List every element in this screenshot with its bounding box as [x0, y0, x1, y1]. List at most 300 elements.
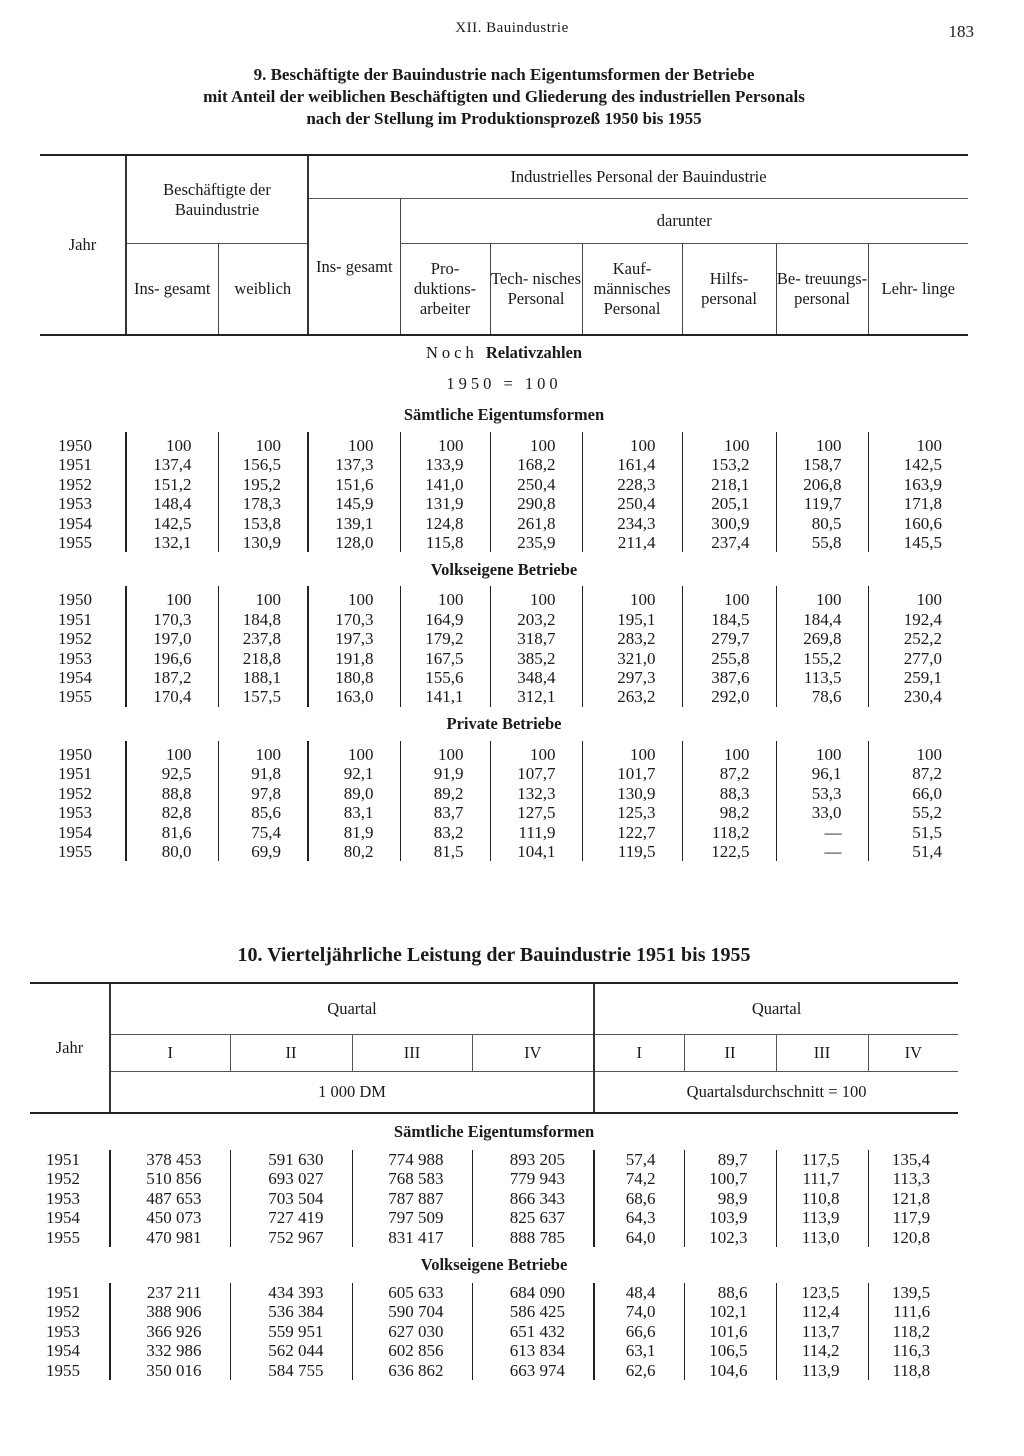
table-row [40, 764, 968, 783]
col-group-quartal-absolute: Quartal [110, 983, 594, 1035]
value-cell: 100 [218, 586, 308, 609]
value-cell: 128,0 [308, 533, 400, 552]
value-cell: 153,2 [682, 455, 776, 474]
value-cell: 118,2 [868, 1322, 958, 1341]
value-cell: 300,9 [682, 514, 776, 533]
table9-title-line: 9. Beschäftigte der Bauindustrie nach Eigentumsformen der Betriebe [253, 65, 755, 84]
year-cell: 1955 [58, 687, 92, 707]
table9-title-line: nach der Stellung im Produktionsprozeß 1950 bis 1955 [306, 109, 702, 128]
value-cell: 332 986 [110, 1341, 230, 1360]
running-title: XII. Bauindustrie [455, 20, 569, 36]
table10-title: 10. Vierteljährliche Leistung der Bauindustrie 1951 bis 1955 [237, 944, 751, 966]
value-cell: 118,8 [868, 1361, 958, 1380]
value-cell: 74,0 [594, 1302, 684, 1321]
value-cell: 75,4 [218, 823, 308, 842]
value-cell: 81,9 [308, 823, 400, 842]
value-cell: 131,9 [400, 494, 490, 513]
value-cell: 536 384 [230, 1302, 352, 1321]
value-cell: 132,3 [490, 784, 582, 803]
table-row [40, 610, 968, 629]
value-cell: 124,8 [400, 514, 490, 533]
year-cell: 1954 [58, 822, 92, 842]
value-cell: 636 862 [352, 1361, 472, 1380]
value-cell: 196,6 [126, 649, 218, 668]
value-cell: 250,4 [582, 494, 682, 513]
value-cell: 48,4 [594, 1283, 684, 1302]
col-hilfspersonal: Hilfs- personal [682, 244, 776, 336]
value-cell: 100 [400, 432, 490, 455]
section-label: Sämtliche Eigentumsformen [403, 405, 605, 425]
value-cell: 170,3 [126, 610, 218, 629]
value-cell: 234,3 [582, 514, 682, 533]
table9-subtitle [40, 335, 968, 370]
col-jahr: Jahr [30, 983, 110, 1113]
value-cell: 263,2 [582, 687, 682, 706]
value-cell: 171,8 [868, 494, 968, 513]
value-cell: 137,3 [308, 455, 400, 474]
value-cell: 100 [400, 741, 490, 764]
year-cell: 1953 [58, 803, 92, 823]
value-cell: 348,4 [490, 668, 582, 687]
value-cell: 115,8 [400, 533, 490, 552]
value-cell: 87,2 [868, 764, 968, 783]
value-cell: 205,1 [682, 494, 776, 513]
value-cell: 66,6 [594, 1322, 684, 1341]
value-cell: 170,3 [308, 610, 400, 629]
value-cell: 110,8 [776, 1189, 868, 1208]
value-cell: 148,4 [126, 494, 218, 513]
value-cell: 163,0 [308, 687, 400, 706]
col-ip-insgesamt: Ins- gesamt [308, 199, 400, 336]
value-cell: 602 856 [352, 1341, 472, 1360]
value-cell: 100 [682, 741, 776, 764]
value-cell: 100 [582, 741, 682, 764]
value-cell: 111,6 [868, 1302, 958, 1321]
year-cell: 1951 [46, 1283, 80, 1303]
value-cell: 195,1 [582, 610, 682, 629]
value-cell: 88,6 [684, 1283, 776, 1302]
value-cell: 167,5 [400, 649, 490, 668]
value-cell: 218,8 [218, 649, 308, 668]
value-cell: 434 393 [230, 1283, 352, 1302]
value-cell: 100 [682, 586, 776, 609]
value-cell: 774 988 [352, 1150, 472, 1169]
table-row [40, 533, 968, 552]
value-cell: 101,7 [582, 764, 682, 783]
table-row [30, 1189, 958, 1208]
value-cell: 100 [490, 432, 582, 455]
value-cell: 63,1 [594, 1341, 684, 1360]
year-cell: 1954 [46, 1208, 80, 1228]
value-cell: 684 090 [472, 1283, 594, 1302]
col-betreuungspersonal: Be- treuungs- personal [776, 244, 868, 336]
year-cell: 1952 [46, 1169, 80, 1189]
value-cell: 103,9 [684, 1208, 776, 1227]
year-cell: 1955 [46, 1360, 80, 1380]
value-cell: 88,3 [682, 784, 776, 803]
value-cell: 135,4 [868, 1150, 958, 1169]
value-cell: 235,9 [490, 533, 582, 552]
value-cell: 104,6 [684, 1361, 776, 1380]
running-header [0, 18, 1024, 44]
value-cell: 113,9 [776, 1361, 868, 1380]
value-cell: 237,4 [682, 533, 776, 552]
value-cell: 141,0 [400, 475, 490, 494]
value-cell: 97,8 [218, 784, 308, 803]
value-cell: 100,7 [684, 1169, 776, 1188]
year-cell: 1951 [58, 455, 92, 475]
noch-prefix: Noch [425, 343, 478, 363]
value-cell: 261,8 [490, 514, 582, 533]
value-cell: 151,6 [308, 475, 400, 494]
col-quarter-III: III [352, 1035, 472, 1072]
value-cell: 119,5 [582, 842, 682, 861]
col-quarter-I: I [594, 1035, 684, 1072]
year-cell: 1955 [46, 1227, 80, 1247]
value-cell: — [776, 842, 868, 861]
col-group-quartal-index: Quartal [594, 983, 958, 1035]
value-cell: 100 [868, 432, 968, 455]
value-cell: 104,1 [490, 842, 582, 861]
value-cell: 113,3 [868, 1169, 958, 1188]
table-row [30, 1302, 958, 1321]
value-cell: 55,8 [776, 533, 868, 552]
value-cell: 752 967 [230, 1228, 352, 1247]
value-cell: 81,6 [126, 823, 218, 842]
value-cell: 100 [490, 741, 582, 764]
col-group-darunter: darunter [400, 199, 968, 244]
value-cell: 290,8 [490, 494, 582, 513]
value-cell: 160,6 [868, 514, 968, 533]
table-row [40, 586, 968, 609]
value-cell: 142,5 [868, 455, 968, 474]
value-cell: 605 633 [352, 1283, 472, 1302]
table-row [30, 1208, 958, 1227]
value-cell: 211,4 [582, 533, 682, 552]
value-cell: 96,1 [776, 764, 868, 783]
value-cell: 100 [218, 741, 308, 764]
value-cell: 100 [308, 741, 400, 764]
value-cell: 112,4 [776, 1302, 868, 1321]
value-cell: 559 951 [230, 1322, 352, 1341]
value-cell: 92,5 [126, 764, 218, 783]
value-cell: 250,4 [490, 475, 582, 494]
value-cell: 163,9 [868, 475, 968, 494]
value-cell: 727 419 [230, 1208, 352, 1227]
year-cell: 1952 [58, 783, 92, 803]
col-quarter-IV: IV [472, 1035, 594, 1072]
value-cell: 100 [218, 432, 308, 455]
value-cell: 133,9 [400, 455, 490, 474]
year-cell: 1953 [58, 648, 92, 668]
value-cell: 188,1 [218, 668, 308, 687]
value-cell: 586 425 [472, 1302, 594, 1321]
table9 [40, 154, 968, 861]
value-cell: 98,9 [684, 1189, 776, 1208]
table-row [30, 1322, 958, 1341]
value-cell: 119,7 [776, 494, 868, 513]
value-cell: 111,9 [490, 823, 582, 842]
value-cell: 100 [682, 432, 776, 455]
year-cell: 1955 [58, 841, 92, 861]
year-cell: 1950 [58, 744, 92, 764]
table-row [30, 1283, 958, 1302]
table9-title-line: mit Anteil der weiblichen Beschäftigten und Gliederung des industriellen Personals [203, 87, 805, 106]
col-group-industrielles-personal: Industrielles Personal der Bauindustrie [308, 155, 968, 199]
value-cell: 825 637 [472, 1208, 594, 1227]
table10 [30, 982, 958, 1380]
value-cell: 161,4 [582, 455, 682, 474]
value-cell: 82,8 [126, 803, 218, 822]
value-cell: 206,8 [776, 475, 868, 494]
value-cell: 153,8 [218, 514, 308, 533]
value-cell: 797 509 [352, 1208, 472, 1227]
col-technisches-personal: Tech- nisches Personal [490, 244, 582, 336]
col-group-beschaeftigte: Beschäftigte der Bauindustrie [126, 155, 308, 244]
value-cell: 768 583 [352, 1169, 472, 1188]
value-cell: 259,1 [868, 668, 968, 687]
value-cell: 125,3 [582, 803, 682, 822]
year-cell: 1951 [46, 1150, 80, 1169]
section-label: Volkseigene Betriebe [430, 559, 578, 579]
value-cell: 107,7 [490, 764, 582, 783]
value-cell: 237 211 [110, 1283, 230, 1302]
value-cell: 178,3 [218, 494, 308, 513]
table9-base: 1950 = 100 [446, 374, 562, 394]
value-cell: 170,4 [126, 687, 218, 706]
value-cell: 101,6 [684, 1322, 776, 1341]
value-cell: 123,5 [776, 1283, 868, 1302]
value-cell: 55,2 [868, 803, 968, 822]
value-cell: 100 [776, 432, 868, 455]
col-lehrlinge: Lehr- linge [868, 244, 968, 336]
value-cell: 114,2 [776, 1341, 868, 1360]
table-row [40, 475, 968, 494]
value-cell: 127,5 [490, 803, 582, 822]
value-cell: 203,2 [490, 610, 582, 629]
table-row [40, 494, 968, 513]
value-cell: 68,6 [594, 1189, 684, 1208]
value-cell: 130,9 [582, 784, 682, 803]
value-cell: 83,2 [400, 823, 490, 842]
value-cell: 693 027 [230, 1169, 352, 1188]
table-row [30, 1228, 958, 1247]
year-cell: 1950 [58, 436, 92, 455]
value-cell: 100 [776, 741, 868, 764]
value-cell: 218,1 [682, 475, 776, 494]
value-cell: 74,2 [594, 1169, 684, 1188]
col-quarter-III: III [776, 1035, 868, 1072]
value-cell: 145,9 [308, 494, 400, 513]
value-cell: 510 856 [110, 1169, 230, 1188]
col-quarter-I: I [110, 1035, 230, 1072]
value-cell: 180,8 [308, 668, 400, 687]
table-row [40, 432, 968, 455]
value-cell: 33,0 [776, 803, 868, 822]
value-cell: 168,2 [490, 455, 582, 474]
section-label: Private Betriebe [446, 714, 562, 734]
value-cell: 100 [582, 432, 682, 455]
table-row [40, 629, 968, 648]
value-cell: 487 653 [110, 1189, 230, 1208]
year-cell: 1954 [46, 1341, 80, 1361]
value-cell: 122,5 [682, 842, 776, 861]
value-cell: 117,9 [868, 1208, 958, 1227]
year-cell: 1953 [46, 1321, 80, 1341]
value-cell: 100 [490, 586, 582, 609]
value-cell: 866 343 [472, 1189, 594, 1208]
table-row [40, 784, 968, 803]
value-cell: 187,2 [126, 668, 218, 687]
col-insgesamt: Ins- gesamt [126, 244, 218, 336]
value-cell: 100 [582, 586, 682, 609]
table-row [40, 455, 968, 474]
value-cell: 139,1 [308, 514, 400, 533]
page-number: 183 [948, 22, 974, 41]
table9-title [40, 64, 968, 130]
value-cell: 64,0 [594, 1228, 684, 1247]
value-cell: 85,6 [218, 803, 308, 822]
value-cell: 350 016 [110, 1361, 230, 1380]
value-cell: 613 834 [472, 1341, 594, 1360]
col-weiblich: weiblich [218, 244, 308, 336]
value-cell: 137,4 [126, 455, 218, 474]
value-cell: 51,4 [868, 842, 968, 861]
value-cell: 831 417 [352, 1228, 472, 1247]
value-cell: 151,2 [126, 475, 218, 494]
value-cell: 155,6 [400, 668, 490, 687]
subtitle-relativzahlen: Relativzahlen [485, 343, 583, 363]
value-cell: 893 205 [472, 1150, 594, 1169]
value-cell: 470 981 [110, 1228, 230, 1247]
value-cell: 388 906 [110, 1302, 230, 1321]
table-row [40, 687, 968, 706]
value-cell: 57,4 [594, 1150, 684, 1169]
year-cell: 1952 [58, 474, 92, 494]
value-cell: 591 630 [230, 1150, 352, 1169]
value-cell: 113,9 [776, 1208, 868, 1227]
value-cell: 228,3 [582, 475, 682, 494]
section-row [30, 1113, 958, 1150]
value-cell: 100 [400, 586, 490, 609]
value-cell: 100 [126, 432, 218, 455]
col-kaufmaennisches-personal: Kauf- männisches Personal [582, 244, 682, 336]
year-cell: 1954 [58, 513, 92, 533]
table-row [40, 803, 968, 822]
value-cell: 89,7 [684, 1150, 776, 1169]
table-row [30, 1361, 958, 1380]
value-cell: 184,5 [682, 610, 776, 629]
value-cell: 195,2 [218, 475, 308, 494]
value-cell: 80,0 [126, 842, 218, 861]
value-cell: 132,1 [126, 533, 218, 552]
value-cell: 89,0 [308, 784, 400, 803]
col-quarter-II: II [230, 1035, 352, 1072]
value-cell: 130,9 [218, 533, 308, 552]
value-cell: 387,6 [682, 668, 776, 687]
value-cell: 156,5 [218, 455, 308, 474]
table-row [30, 1169, 958, 1188]
value-cell: 385,2 [490, 649, 582, 668]
value-cell: 787 887 [352, 1189, 472, 1208]
year-cell: 1952 [46, 1302, 80, 1322]
col-jahr: Jahr [40, 155, 126, 335]
value-cell: 312,1 [490, 687, 582, 706]
value-cell: 283,2 [582, 629, 682, 648]
value-cell: 191,8 [308, 649, 400, 668]
value-cell: 164,9 [400, 610, 490, 629]
value-cell: 297,3 [582, 668, 682, 687]
table-row [40, 741, 968, 764]
section-row [40, 707, 968, 741]
value-cell: 113,5 [776, 668, 868, 687]
section-row [40, 552, 968, 586]
value-cell: 121,8 [868, 1189, 958, 1208]
value-cell: 100 [868, 741, 968, 764]
unit-quartalsdurchschnitt: Quartalsdurchschnitt = 100 [594, 1072, 958, 1114]
value-cell: 83,7 [400, 803, 490, 822]
value-cell: 145,5 [868, 533, 968, 552]
value-cell: 100 [126, 741, 218, 764]
year-cell: 1951 [58, 764, 92, 784]
value-cell: 651 432 [472, 1322, 594, 1341]
value-cell: 184,8 [218, 610, 308, 629]
value-cell: 142,5 [126, 514, 218, 533]
year-cell: 1954 [58, 668, 92, 688]
value-cell: 237,8 [218, 629, 308, 648]
table-row [40, 823, 968, 842]
value-cell: 366 926 [110, 1322, 230, 1341]
value-cell: 100 [308, 432, 400, 455]
value-cell: 69,9 [218, 842, 308, 861]
value-cell: 78,6 [776, 687, 868, 706]
value-cell: 120,8 [868, 1228, 958, 1247]
value-cell: 663 974 [472, 1361, 594, 1380]
year-cell: 1953 [58, 494, 92, 514]
value-cell: 100 [126, 586, 218, 609]
value-cell: 197,0 [126, 629, 218, 648]
value-cell: 277,0 [868, 649, 968, 668]
section-label: Sämtliche Eigentumsformen [393, 1122, 595, 1142]
value-cell: 83,1 [308, 803, 400, 822]
value-cell: 155,2 [776, 649, 868, 668]
table-row [40, 649, 968, 668]
value-cell: 779 943 [472, 1169, 594, 1188]
value-cell: 179,2 [400, 629, 490, 648]
year-cell: 1952 [58, 629, 92, 649]
col-quarter-IV: IV [868, 1035, 958, 1072]
value-cell: 89,2 [400, 784, 490, 803]
value-cell: 703 504 [230, 1189, 352, 1208]
value-cell: 627 030 [352, 1322, 472, 1341]
value-cell: 292,0 [682, 687, 776, 706]
table-row [40, 668, 968, 687]
value-cell: 158,7 [776, 455, 868, 474]
section-row [30, 1247, 958, 1283]
table-row [30, 1150, 958, 1169]
table-row [30, 1341, 958, 1360]
value-cell: 100 [308, 586, 400, 609]
value-cell: 100 [868, 586, 968, 609]
value-cell: 80,2 [308, 842, 400, 861]
value-cell: 118,2 [682, 823, 776, 842]
value-cell: 584 755 [230, 1361, 352, 1380]
value-cell: 80,5 [776, 514, 868, 533]
unit-tausend-dm: 1 000 DM [110, 1072, 594, 1114]
value-cell: 92,1 [308, 764, 400, 783]
value-cell: 122,7 [582, 823, 682, 842]
value-cell: 81,5 [400, 842, 490, 861]
